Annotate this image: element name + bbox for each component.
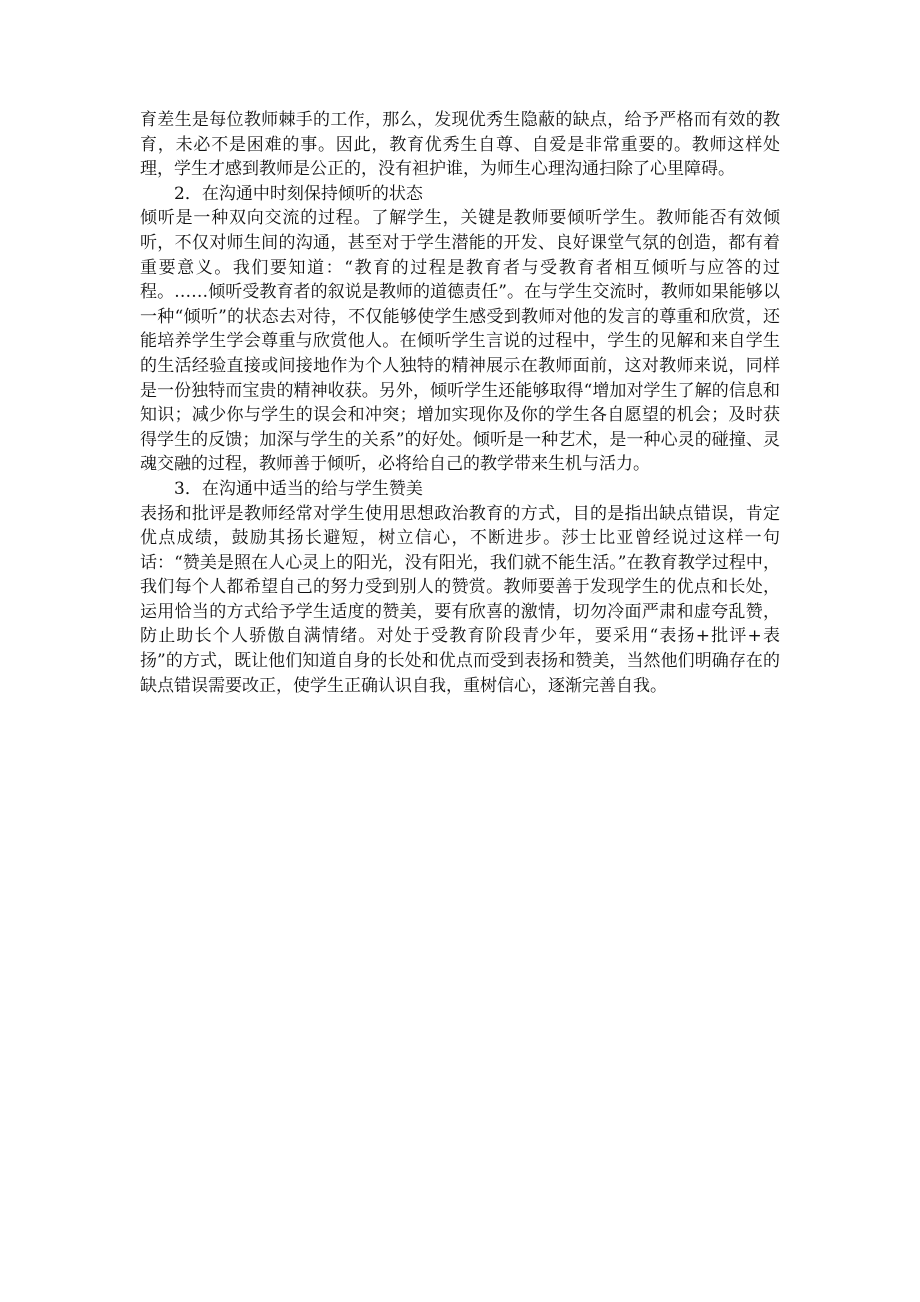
body-paragraph: 表扬和批评是教师经常对学生使用思想政治教育的方式，目的是指出缺点错误，肯定优点成绩，鼓励其扬长避短，树立信心，不断进步。莎士比亚曾经说过这样一句话：“赞美是照在人心灵上的阳光，没有阳光，我们就不能生活。”在教育教学过程中，我们每个人都希望自己的努力受到别人的赞赏。教师要善于发现学生的优点和长处，运用恰当的方式给予学生适度的赞美，要有欣喜的激情，切勿冷面严肃和虚夸乱赞，防止助长个人骄傲自满情绪。对处于受教育阶段青少年，要采用“表扬+批评+表扬”的方式，既让他们知道自身的长处和优点而受到表扬和赞美，当然他们明确存在的缺点错误需要改正，使学生正确认识自我，重树信心，逐渐完善自我。 — [140, 503, 780, 696]
document-page — [140, 108, 780, 698]
body-paragraph: 育差生是每位教师棘手的工作，那么，发现优秀生隐蔽的缺点，给予严格而有效的教育，未必不是困难的事。因此，教育优秀生自尊、自爱是非常重要的。教师这样处理，学生才感到教师是公正的，没有袒护谁，为师生心理沟通扫除了心里障碍。 — [140, 110, 780, 180]
section-heading: 2．在沟通中时刻保持倾听的状态 — [174, 183, 423, 204]
section-heading: 3．在沟通中适当的给与学生赞美 — [174, 478, 423, 499]
body-paragraph: 倾听是一种双向交流的过程。了解学生，关键是教师要倾听学生。教师能否有效倾听，不仅对师生间的沟通，甚至对于学生潜能的开发、良好课堂气氛的创造，都有着重要意义。我们要知道：“教育的过程是教育者与受教育者相互倾听与应答的过程。……倾听受教育者的叙说是教师的道德责任”。在与学生交流时，教师如果能够以一种“倾听”的状态去对待，不仅能够使学生感受到教师对他的发言的尊重和欣赏，还能培养学生学会尊重与欣赏他人。在倾听学生言说的过程中，学生的见解和来自学生的生活经验直接或间接地作为个人独特的精神展示在教师面前，这对教师来说，同样是一份独特而宝贵的精神收获。另外，倾听学生还能够取得“增加对学生了解的信息和知识；减少你与学生的误会和冲突；增加实现你及你的学生各自愿望的机会；及时获得学生的反馈；加深与学生的关系”的好处。倾听是一种艺术，是一种心灵的碰撞、灵魂交融的过程，教师善于倾听，必将给自己的教学带来生机与活力。 — [140, 208, 780, 475]
